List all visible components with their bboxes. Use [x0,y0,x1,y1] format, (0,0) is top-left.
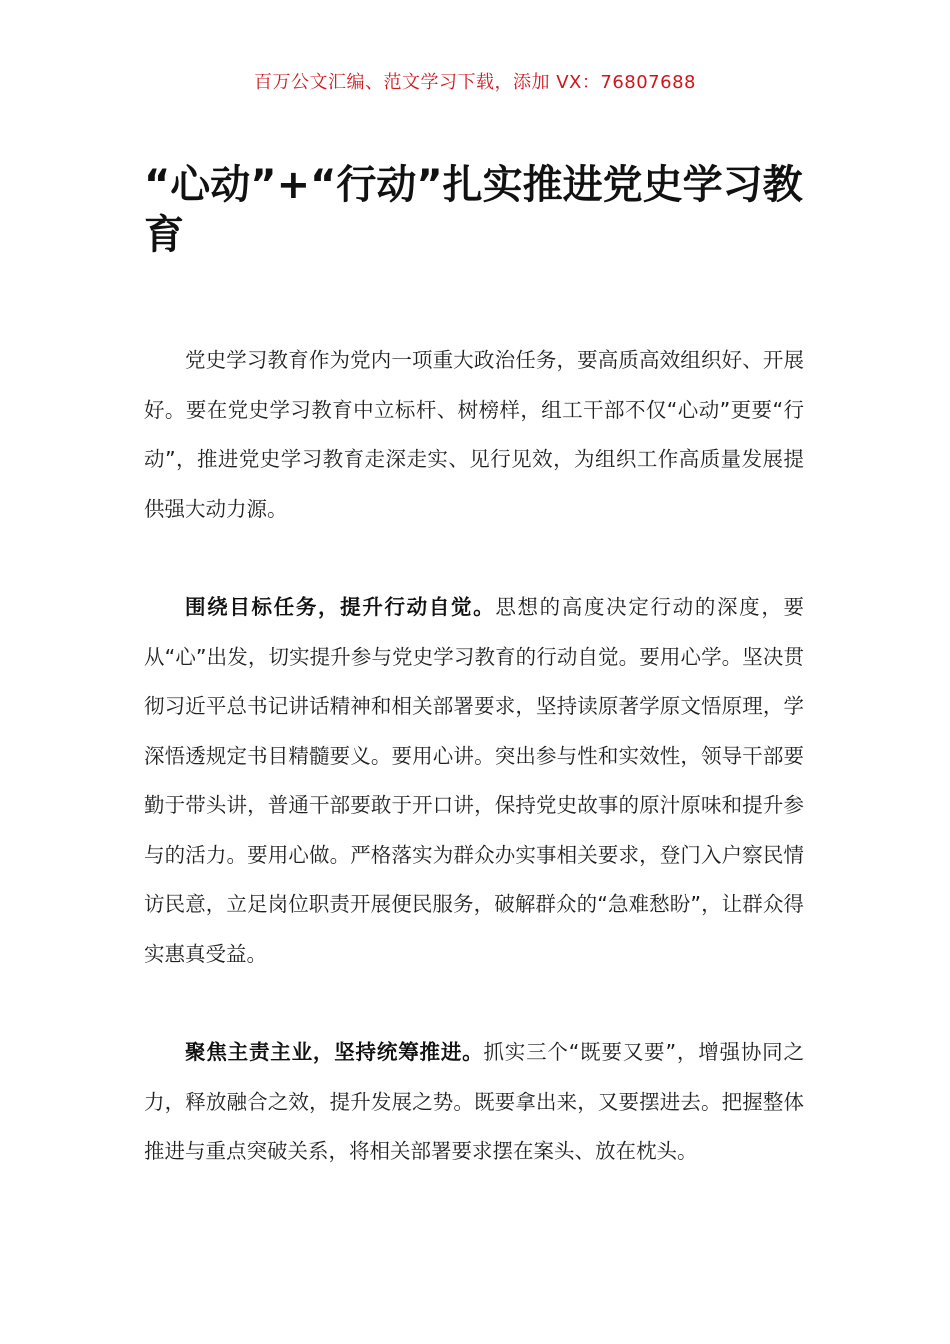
paragraph-target-tasks [144,583,804,979]
paragraph-text: 党史学习教育作为党内一项重大政治任务，要高质高效组织好、开展好。要在党史学习教育中立标杆、树榜样，组工干部不仅“心动”更要“行动”，推进党史学习教育走深走实、见行见效，为组织工作高质量发展提供强大动力源。 [144,348,804,521]
paragraph-text: 抓实三个“既要又要”，增强协同之力，释放融合之效，提升发展之势。既要拿出来，又要摆进去。把握整体推进与重点突破关系，将相关部署要求摆在案头、放在枕头。 [144,1040,804,1163]
header-watermark-note: 百万公文汇编、范文学习下载，添加 VX：76807688 [254,72,696,93]
paragraph-main-duties [144,1028,804,1177]
paragraph-text: 思想的高度决定行动的深度，要从“心”出发，切实提升参与党史学习教育的行动自觉。要用心学。坚决贯彻习近平总书记讲话精神和相关部署要求，坚持读原著学原文悟原理，学深悟透规定书目精髓要义。要用心讲。突出参与性和实效性，领导干部要勤于带头讲，普通干部要敢于开口讲，保持党史故事的原汁原味和提升参与的活力。要用心做。严格落实为群众办实事相关要求，登门入户察民情访民意，立足岗位职责开展便民服务，破解群众的“急难愁盼”，让群众得实惠真受益。 [144,595,805,966]
page-title: “心动”+“行动”扎实推进党史学习教育 [144,162,803,258]
paragraph-heading: 聚焦主责主业，坚持统筹推进。 [185,1040,484,1064]
paragraph-heading: 围绕目标任务，提升行动自觉。 [185,595,496,619]
article-body [144,336,804,1177]
paragraph-intro [144,336,804,534]
